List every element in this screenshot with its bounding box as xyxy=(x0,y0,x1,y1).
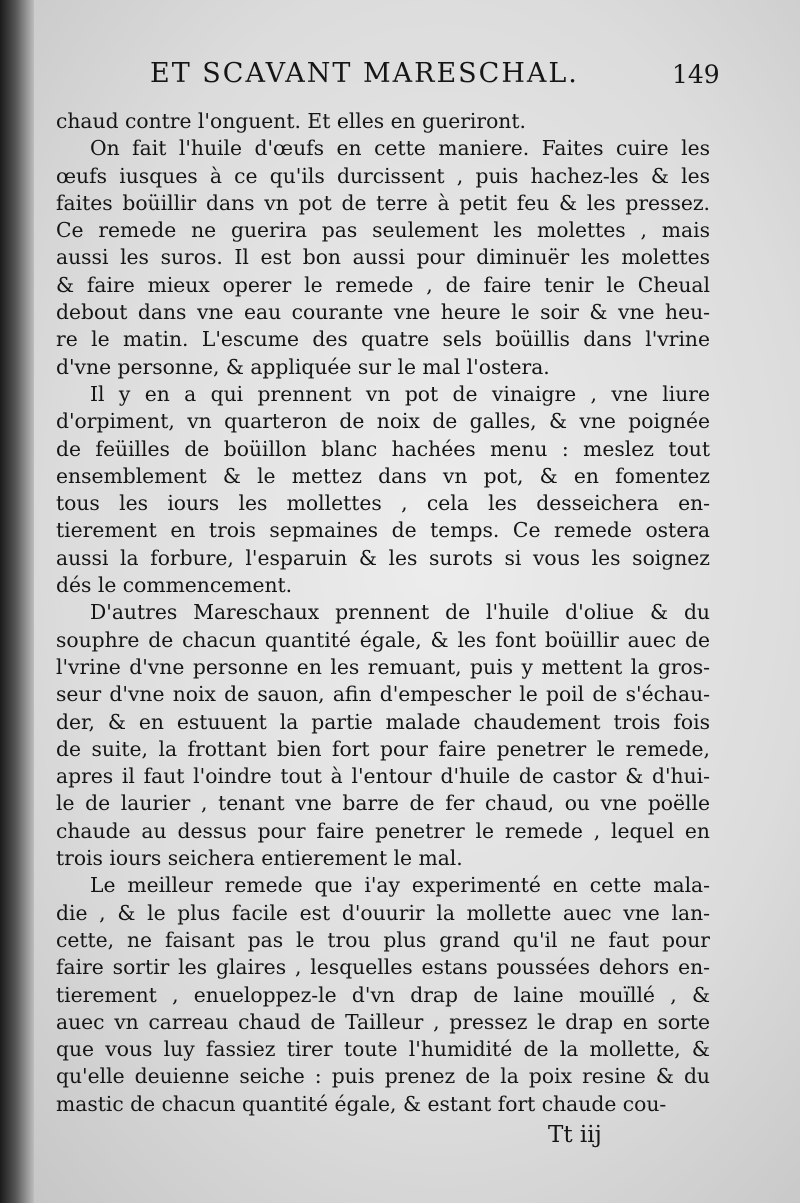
text-line: œufs iusques à ce qu'ils durcissent , puis hachez-les & les xyxy=(56,163,710,188)
text-line: de feüilles de boüillon blanc hachées menu : meslez tout xyxy=(56,436,710,461)
text-line: de suite, la frottant bien fort pour faire penetrer le remede, xyxy=(56,736,710,761)
paragraph xyxy=(56,381,710,599)
text-line: seur d'vne noix de sauon, afin d'empescher le poil de s'échau- xyxy=(56,682,710,707)
text-line: faites boüillir dans vn pot de terre à petit feu & les pressez. xyxy=(56,190,710,215)
text-line: apres il faut l'oindre tout à l'entour d'huile de castor & d'hui- xyxy=(56,764,710,789)
text-line: le de laurier , tenant vne barre de fer chaud, ou vne poëlle xyxy=(56,791,710,816)
text-line: que vous luy fassiez tirer toute l'humidité de la mollette, & xyxy=(56,1037,710,1062)
text-line: aussi les suros. Il est bon aussi pour diminuër les molettes xyxy=(56,245,710,270)
text-line: dés le commencement. xyxy=(56,573,293,598)
text-line: chaud contre l'onguent. Et elles en gueriront. xyxy=(56,109,526,133)
signature-mark: Tt iij xyxy=(548,1122,602,1148)
paragraph xyxy=(56,872,710,1118)
text-line: der, & en estuuent la partie malade chaudement trois fois xyxy=(56,709,710,734)
paragraph xyxy=(56,108,710,135)
text-line: Ce remede ne guerira pas seulement les molettes , mais xyxy=(56,218,710,243)
text-line: l'vrine d'vne personne en les remuant, puis y mettent la gros- xyxy=(56,654,710,679)
text-line: chaude au dessus pour faire penetrer le remede , lequel en xyxy=(56,818,710,843)
text-line: qu'elle deuienne seiche : puis prenez de la poix resine & du xyxy=(56,1064,710,1089)
text-line: auec vn carreau chaud de Tailleur , pressez le drap en sorte xyxy=(56,1009,710,1034)
text-line: aussi la forbure, l'esparuin & les surots si vous les soignez xyxy=(56,545,710,570)
text-line: d'orpiment, vn quarteron de noix de galles, & vne poignée xyxy=(56,409,710,434)
text-line: tierement , enueloppez-le d'vn drap de laine mouïllé , & xyxy=(56,982,710,1007)
page-gutter-shadow xyxy=(0,0,34,1203)
body-text xyxy=(56,108,710,1118)
text-line: die , & le plus facile est d'ouurir la mollette auec vne lan- xyxy=(56,900,710,925)
page-number: 149 xyxy=(672,60,720,89)
text-line: On fait l'huile d'œufs en cette maniere. Faites cuire les xyxy=(90,136,710,161)
text-line: cette, ne faisant pas le trou plus grand qu'il ne faut pour xyxy=(56,927,710,952)
text-line: trois iours seichera entierement le mal. xyxy=(56,846,463,871)
text-line: ensemblement & le mettez dans vn pot, & en fomentez xyxy=(56,463,710,488)
text-line: & faire mieux operer le remede , de faire tenir le Cheual xyxy=(56,272,710,297)
paragraph xyxy=(56,135,710,381)
text-line: d'vne personne, & appliquée sur le mal l'ostera. xyxy=(56,354,550,379)
running-head: ET SCAVANT MARESCHAL. xyxy=(150,58,579,89)
text-line: mastic de chacun quantité égale, & estant fort chaude cou- xyxy=(56,1091,667,1116)
text-line: souphre de chacun quantité égale, & les font boüillir auec de xyxy=(56,627,710,652)
text-line: tous les iours les mollettes , cela les desseichera en- xyxy=(56,491,710,516)
text-line: Il y en a qui prennent vn pot de vinaigre , vne liure xyxy=(90,381,710,406)
text-line: faire sortir les glaires , lesquelles estans poussées dehors en- xyxy=(56,955,710,980)
paragraph xyxy=(56,599,710,872)
text-line: debout dans vne eau courante vne heure le soir & vne heu- xyxy=(56,300,710,325)
text-line: re le matin. L'escume des quatre sels boüillis dans l'vrine xyxy=(56,327,710,352)
text-line: D'autres Mareschaux prennent de l'huile d'oliue & du xyxy=(90,600,710,625)
text-line: Le meilleur remede que i'ay experimenté en cette mala- xyxy=(90,873,710,898)
page-header xyxy=(60,58,750,98)
text-line: tierement en trois sepmaines de temps. Ce remede ostera xyxy=(56,518,710,543)
